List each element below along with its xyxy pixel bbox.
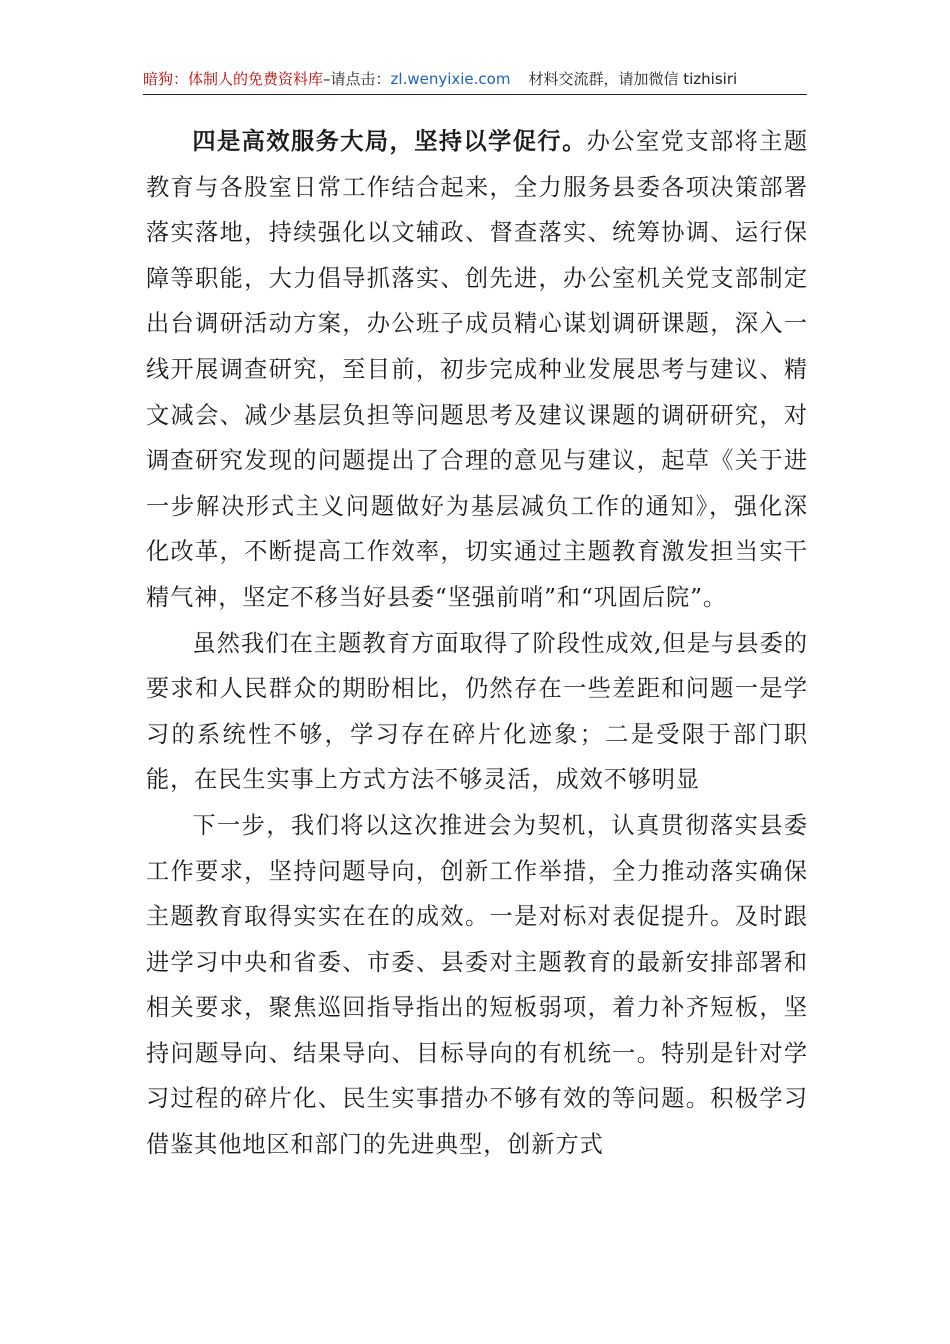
paragraph-text: 下一步，我们将以这次推进会为契机，认真贯彻落实县委工作要求，坚持问题导向，创新工作举措，全力推动落实确保主题教育取得实实在在的成效。一是对标对表促提升。及时跟进学习中央和省委、市委、县委对主题教育的最新安排部署和相关要求，聚焦巡回指导指出的短板弱项，着力补齐短板，坚持问题导向、结果导向、目标导向的有机统一。特别是针对学习过程的碎片化、民生实事措办不够有效的等问题。积极学习借鉴其他地区和部门的先进典型，创新方式 [146, 811, 808, 1159]
paragraph-text: 办公室党支部将主题教育与各股室日常工作结合起来，全力服务县委各项决策部署落实落地，持续强化以文辅政、督查落实、统筹协调、运行保障等职能，大力倡导抓落实、创先进，办公室机关党支部制定出台调研活动方案，办公班子成员精心谋划调研课题，深入一线开展调查研究，至目前，初步完成种业发展思考与建议、精文减会、减少基层负担等问题思考及建议课题的调研研究，对调查研究发现的问题提出了合理的意见与建议，起草《关于进一步解决形式主义问题做好为基层减负工作的通知》，强化深化改革，不断提高工作效率，切实通过主题教育激发担当实干精气神，坚定不移当好县委“坚强前哨”和“巩固后院”。 [146, 128, 808, 611]
paragraph-shortcomings [146, 621, 808, 803]
contact-info: 材料交流群，请加微信 tizhisiri [528, 70, 738, 88]
click-prompt: –请点击： [323, 70, 391, 88]
document-body [146, 119, 808, 1168]
paragraph-text: 虽然我们在主题教育方面取得了阶段性成效,但是与县委的要求和人民群众的期盼相比，仍然存在一些差距和问题一是学习的系统性不够，学习存在碎片化迹象；二是受限于部门职能，在民生实事上方式方法不够灵活，成效不够明显 [146, 629, 808, 794]
page-header [143, 64, 807, 95]
paragraph-service [146, 119, 808, 621]
paragraph-next-steps [146, 803, 808, 1168]
site-url-link[interactable]: zl.wenyixie.com [390, 70, 511, 88]
site-name: 暗狗：体制人的免费资料库 [143, 70, 324, 88]
paragraph-lead: 四是高效服务大局，坚持以学促行。 [192, 128, 587, 155]
